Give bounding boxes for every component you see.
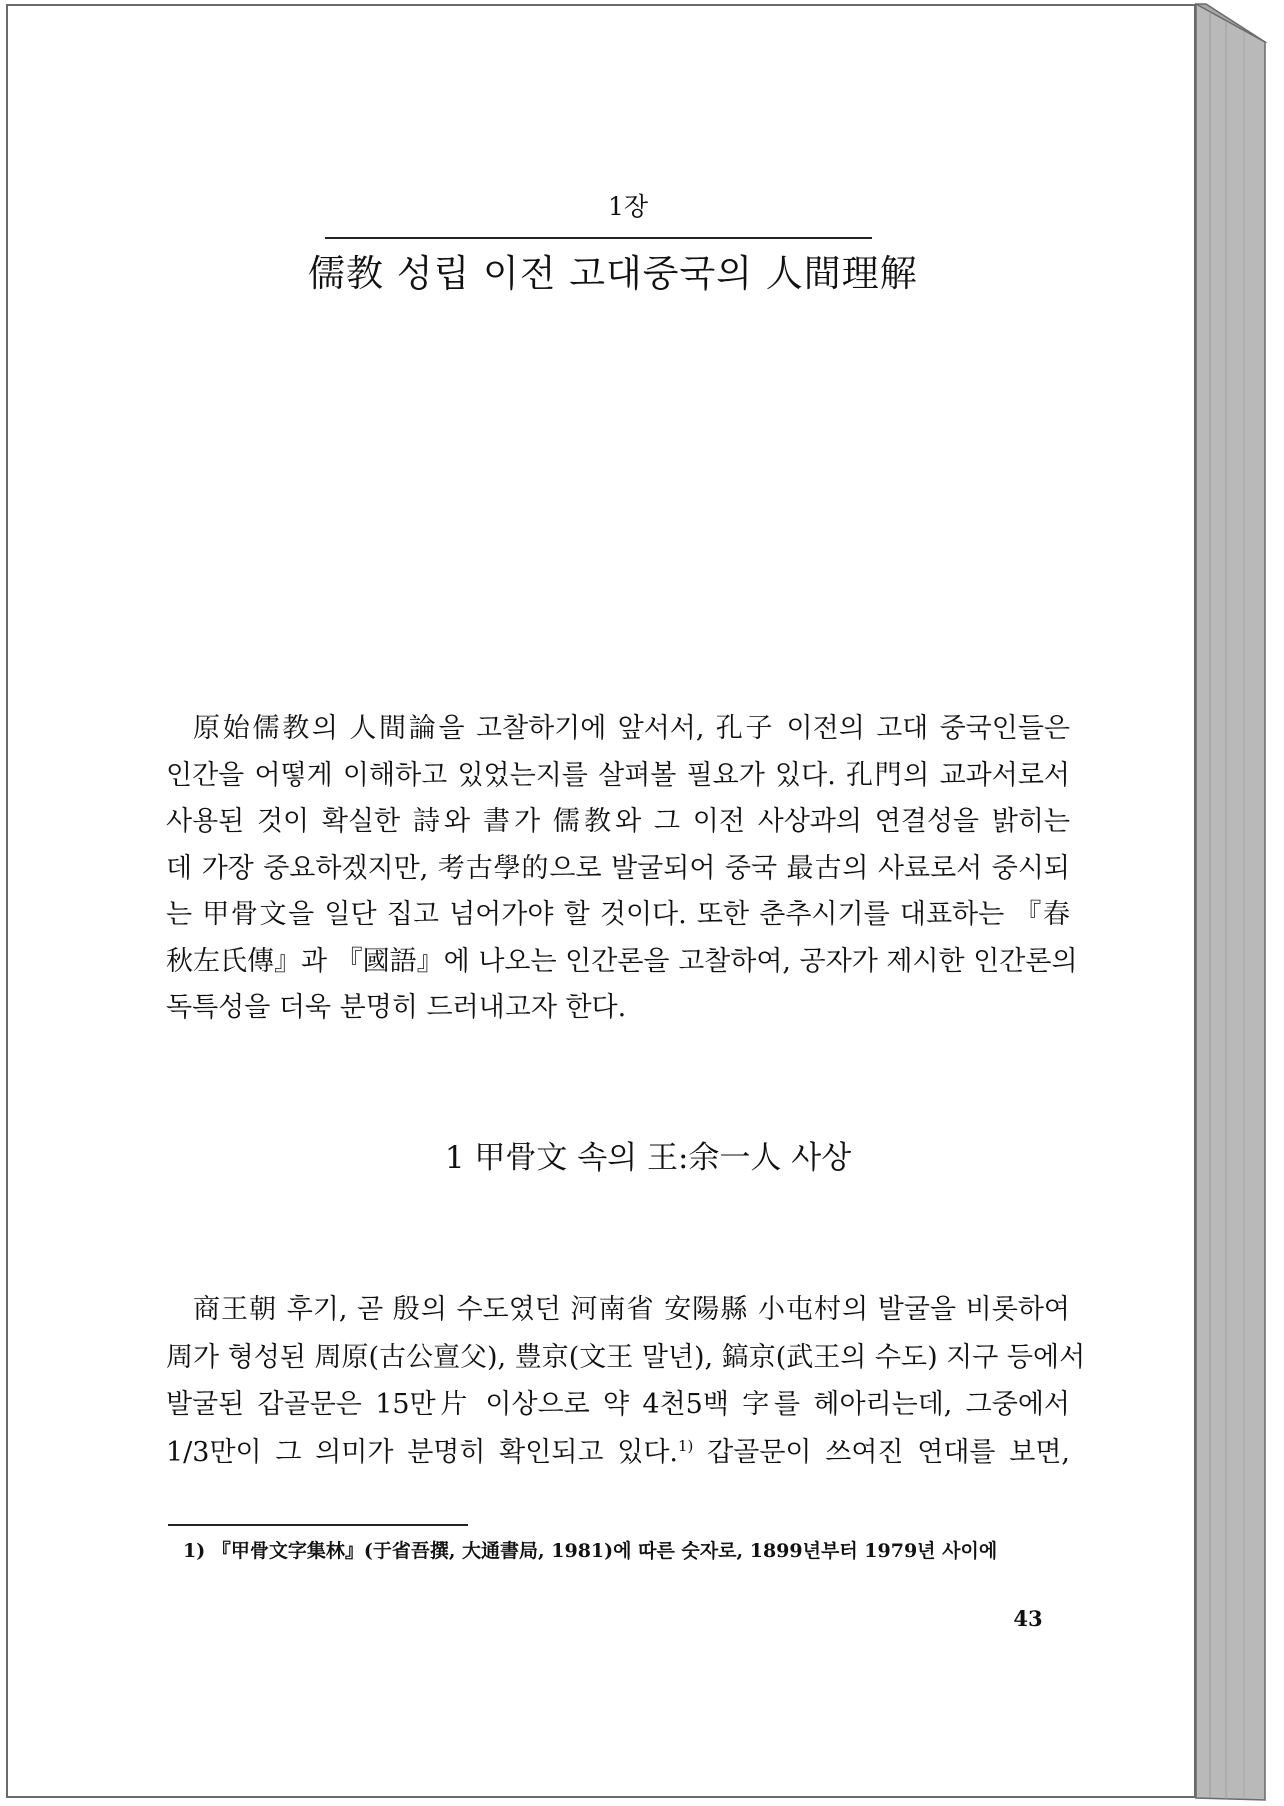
book-page [6,4,1196,1798]
intro-line: 독특성을 더욱 분명히 드러내고자 한다. [166,992,627,1023]
intro-line: 原始儒教의 人間論을 고찰하기에 앞서서, 孔子 이전의 고대 중국인들은 [193,713,1070,744]
body-line: 周가 형성된 周原(古公亶父), 豊京(文王 말년), 鎬京(武王의 수도) 지구 등에서 [166,1341,1086,1373]
chapter-title-rule [325,237,872,239]
body-line: 발굴된 갑골문은 15만片 이상으로 약 4천5백 字를 헤아리는데, 그중에서 [166,1389,1070,1421]
intro-line: 秋左氏傳』과 『國語』에 나오는 인간론을 고찰하여, 공자가 제시한 인간론의 [166,945,1078,977]
chapter-title: 儒教 성립 이전 고대중국의 人間理解 [308,252,918,295]
chapter-number: 1장 [607,192,649,221]
intro-paragraph [166,706,1078,1032]
page-content [8,6,1194,1796]
body-line: 商王朝 후기, 곧 殷의 수도였던 河南省 安陽縣 小屯村의 발굴을 비롯하여 [193,1294,1070,1325]
intro-line: 사용된 것이 확실한 詩와 書가 儒教와 그 이전 사상과의 연결성을 밝히는 [166,806,1070,837]
section-heading: 1 甲骨文 속의 王:余一人 사상 [444,1140,852,1176]
footnote-rule [168,1524,468,1526]
page-number: 43 [1013,1606,1043,1631]
body-paragraph [166,1286,1086,1477]
footnote-reference[interactable]: 1) [678,1437,694,1456]
body-line-with-footnote [166,1429,1070,1477]
intro-line: 는 甲骨文을 일단 집고 넘어가야 할 것이다. 또한 춘추시기를 대표하는 『春 [166,899,1070,930]
footnote: 1) 『甲骨文字集林』(于省吾撰, 大通書局, 1981)에 따른 숫자로, 1899년부터 1979년 사이에 [183,1540,998,1562]
body-line-tail: 갑골문이 쓰여진 연대를 보면, [693,1437,1070,1469]
intro-line: 인간을 어떻게 이해하고 있었는지를 살펴볼 필요가 있다. 孔門의 교과서로서 [166,759,1070,791]
body-line-text: 1/3만이 그 의미가 분명히 확인되고 있다. [166,1437,679,1469]
intro-line: 데 가장 중요하겠지만, 考古學的으로 발굴되어 중국 最古의 사료로서 중시되 [166,852,1070,884]
